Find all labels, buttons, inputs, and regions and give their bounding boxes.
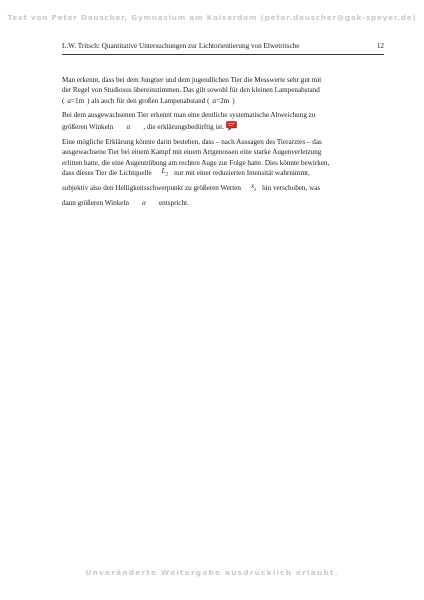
paragraph-1-line-1: Man erkennt, dass bei dem Jungtier und dem jugendlichen Tier die Messwerte sehr gut mit bbox=[62, 76, 322, 84]
math-lamp-distance-small: a=1m bbox=[67, 96, 85, 105]
paragraph-2 bbox=[62, 110, 398, 134]
body-text bbox=[62, 75, 398, 211]
paragraph-3-line-5: subjektiv also den Helligkeitsschwerpunkt zu größeren Werten $x_s$ hin verschoben, was bbox=[62, 182, 321, 193]
paragraph-1-line-2: der Regel von Studiosus übereinstimmen. Das gilt sowohl für den kleinen Lampenabstand bbox=[62, 86, 320, 95]
paragraph-3-line-6: dann größeren Winkeln α entspricht. bbox=[62, 198, 189, 207]
math-light-source-l2: $L_2$ bbox=[161, 167, 169, 178]
watermark-bottom: Unveränderte Weitergabe ausdrücklich erlaubt. bbox=[85, 568, 339, 577]
page-header bbox=[62, 42, 384, 55]
paragraph-3-line-1: Eine mögliche Erklärung könnte darin bestehen, dass – nach Aussagen des Tierarztes – das bbox=[62, 138, 322, 147]
paragraph-2-line-1: Bei dem ausgewachsenen Tier erkennt man eine deutliche systematische Abweichung zu bbox=[62, 111, 316, 120]
paragraph-3-line-4: dass dieses Tier die Lichtquelle $L_2$ nur mit einer reduzierten Intensität wahrnimmt, bbox=[62, 167, 310, 178]
math-x-s: $x_s$ bbox=[250, 182, 257, 193]
paragraph-3 bbox=[62, 137, 398, 208]
paragraph-3-line-3: erlitten hatte, die eine Augentrübung am rechten Auge zur Folge hatte. Dies könnte bewirken, bbox=[62, 158, 330, 167]
math-alpha: α bbox=[126, 122, 131, 131]
math-lamp-distance-large: a=2m bbox=[212, 96, 230, 105]
watermark-top: Text von Peter Dauscher, Gymnasium am Kaiserdom (peter.dauscher@gak-speyer.de) bbox=[7, 13, 417, 22]
header-title: L.W. Tritsch: Quantitative Untersuchungen zur Lichtorientierung von Elwetritsche bbox=[62, 42, 300, 50]
paragraph-1-line-3: ( a=1m ) als auch für den großen Lampenabstand ( a=2m ) bbox=[62, 96, 235, 105]
paragraph-3-line-2: ausgewachsene Tier bei einem Kampf mit einem Artgenossen eine starke Augenverletzung bbox=[62, 148, 322, 157]
comment-icon[interactable] bbox=[226, 121, 237, 134]
paragraph-1 bbox=[62, 75, 398, 106]
paragraph-2-line-2: größeren Winkeln α , die erklärungsbedürftig ist. bbox=[62, 121, 398, 134]
math-alpha-2: α bbox=[142, 198, 146, 207]
page-number: 12 bbox=[376, 42, 384, 50]
